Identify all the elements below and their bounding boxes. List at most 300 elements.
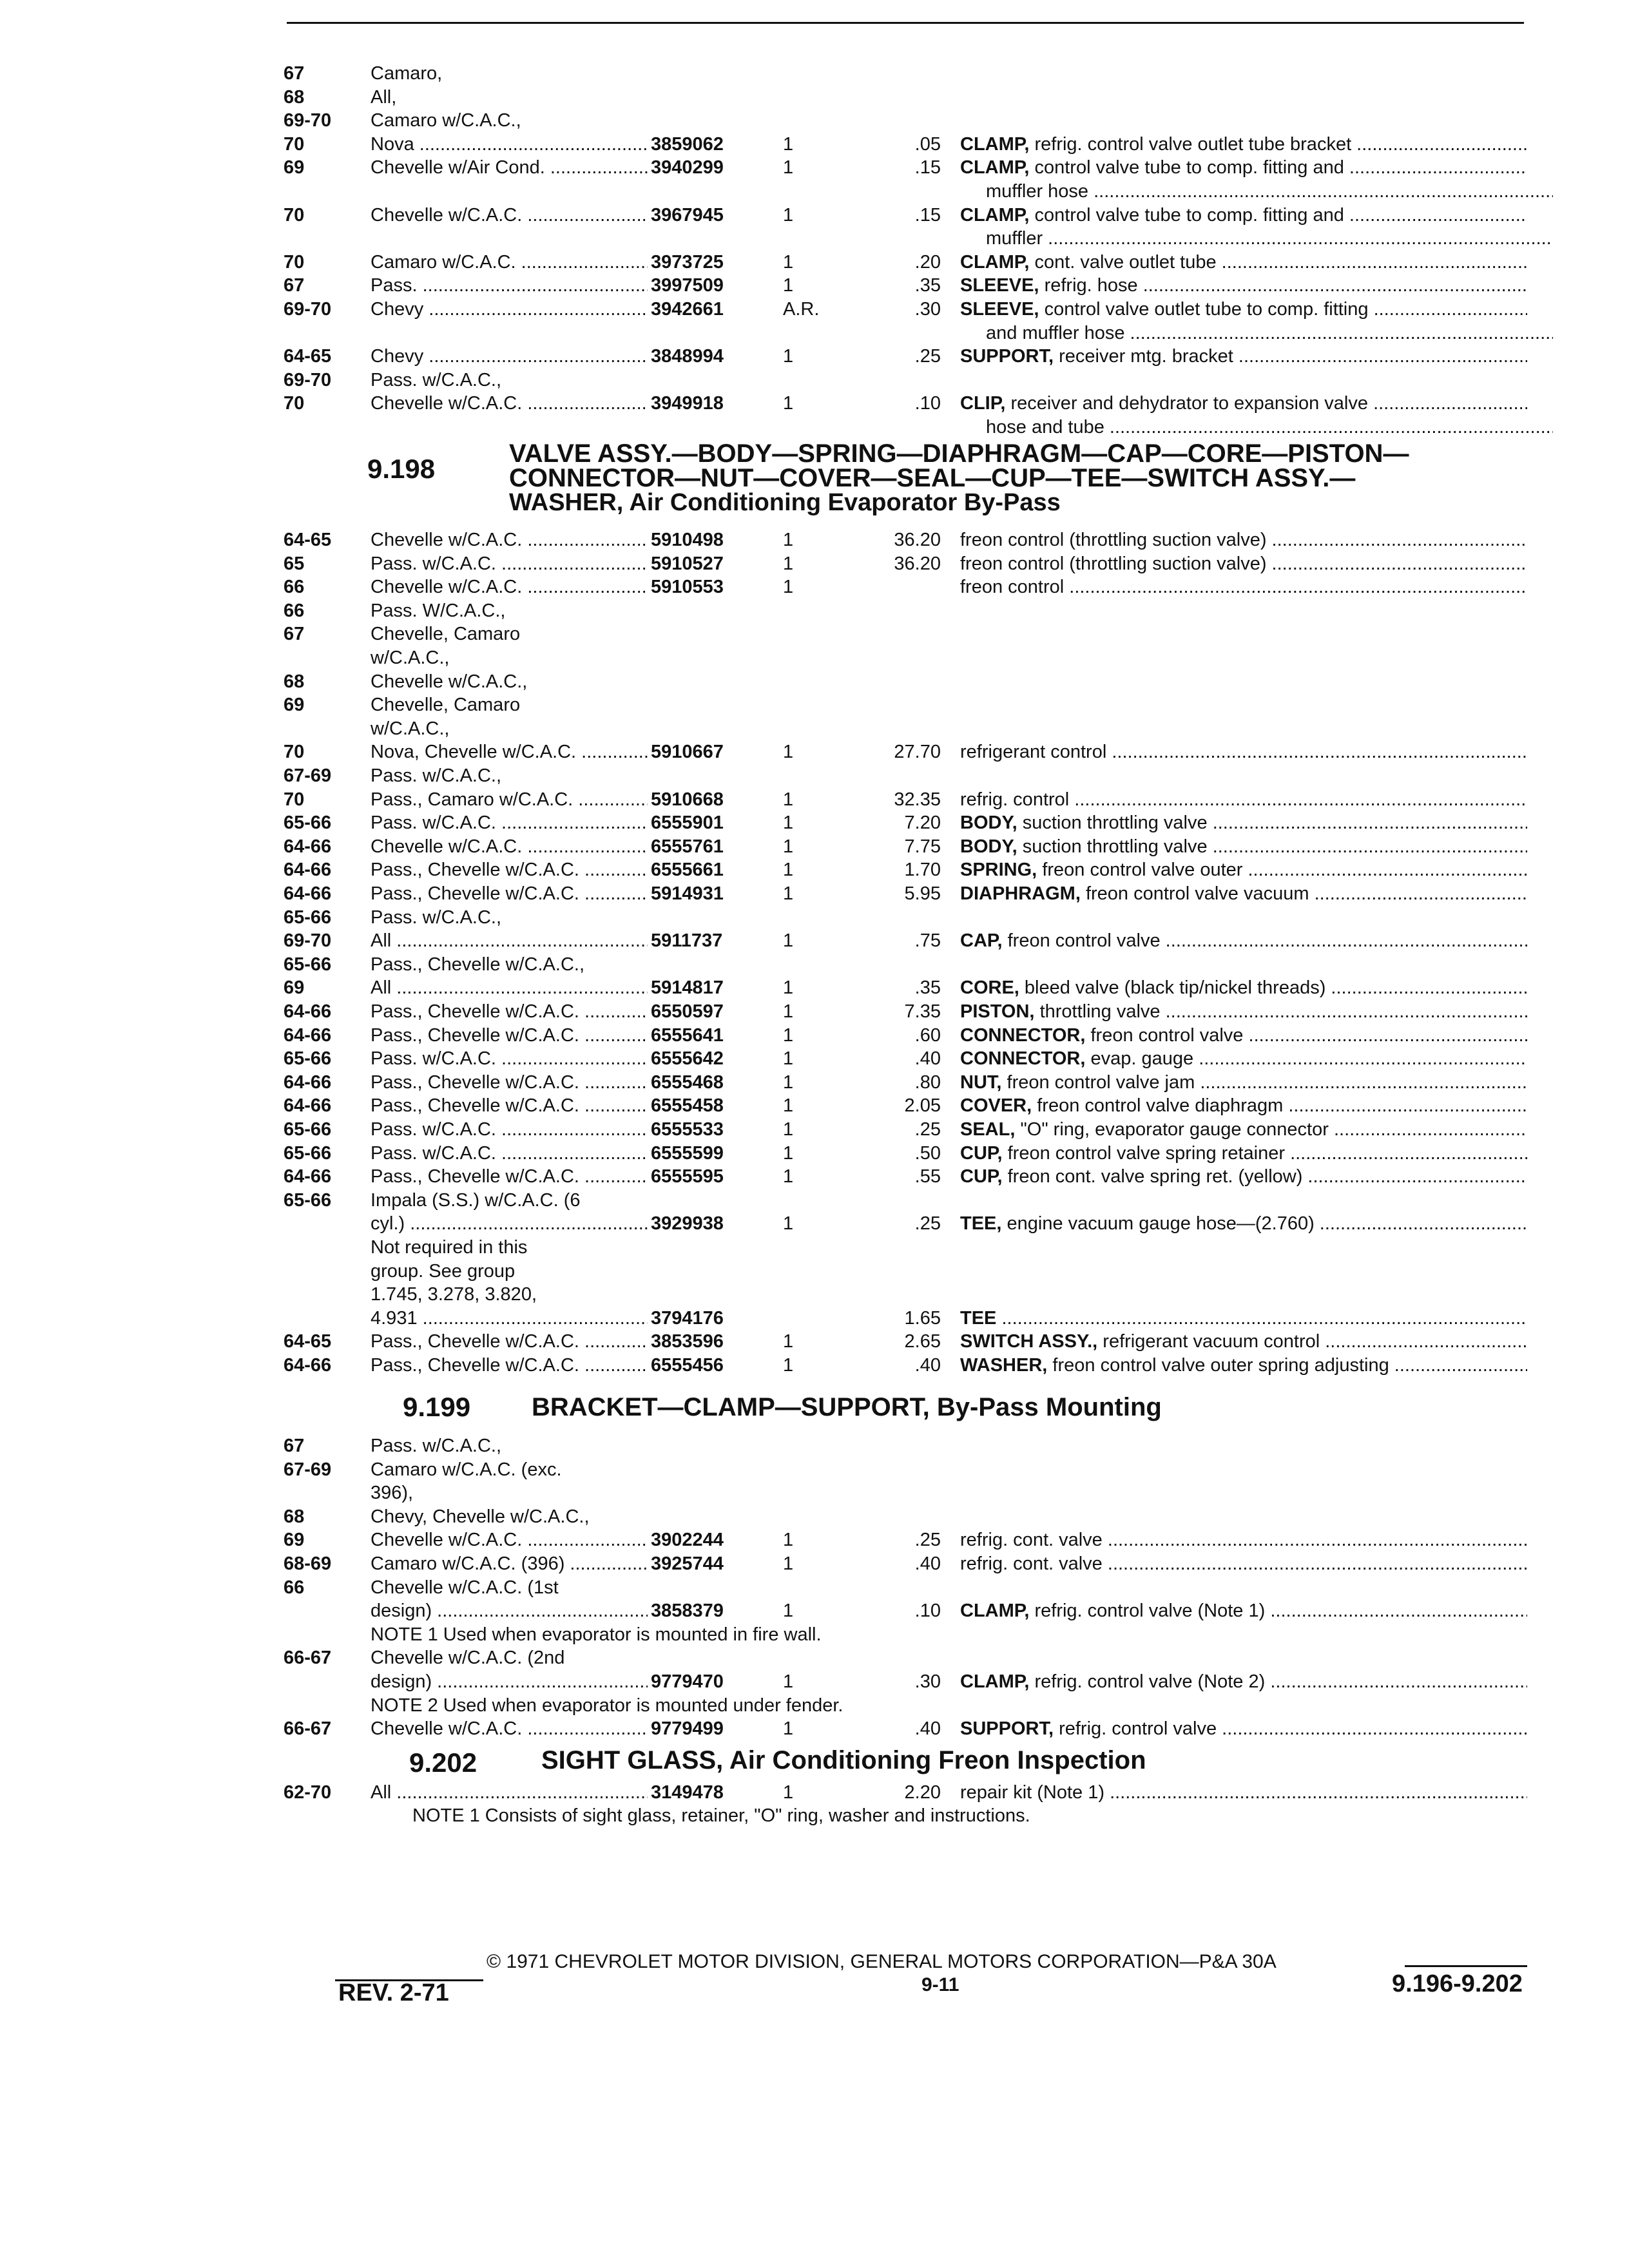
part-row <box>0 1142 1629 1165</box>
price: 32.35 <box>894 789 941 810</box>
model-years: 70 <box>284 134 305 155</box>
price: .30 <box>914 299 941 320</box>
model-years: 65-66 <box>284 907 332 928</box>
quantity: 1 <box>783 930 794 951</box>
application: Chevy ..... <box>371 298 648 321</box>
model-years: 65-66 <box>284 1190 332 1211</box>
part-row <box>0 528 1629 552</box>
part-detail: hose and tube <box>986 417 1104 437</box>
application: Pass., Chevelle w/C.A.C. ..... <box>371 858 648 881</box>
part-row <box>0 1094 1629 1117</box>
part-number: 5910527 <box>651 553 724 574</box>
application: Camaro w/C.A.C. (exc. <box>371 1459 562 1480</box>
part-row <box>0 1670 1629 1693</box>
part-name: SLEEVE, <box>960 299 1039 320</box>
part-description <box>960 1212 1527 1235</box>
quantity: 1 <box>783 1355 794 1376</box>
part-detail: refrig. control <box>960 789 1070 810</box>
part-name: TEE, <box>960 1213 1002 1234</box>
price: .25 <box>914 346 941 367</box>
application: Camaro w/C.A.C., <box>371 110 521 131</box>
part-detail: engine vacuum gauge hose—(2.760) <box>1007 1213 1315 1234</box>
part-detail: "O" ring, evaporator gauge connector <box>1020 1119 1329 1140</box>
part-number: 3997509 <box>651 275 724 296</box>
part-description <box>960 788 1527 811</box>
application: 4.931 ..... <box>371 1307 648 1330</box>
application: Chevy ..... <box>371 345 648 368</box>
part-detail: freon cont. valve spring ret. (yellow) <box>1007 1166 1303 1187</box>
part-detail: refrigerant vacuum control <box>1103 1331 1320 1352</box>
part-description <box>960 1142 1527 1165</box>
model-years: 64-65 <box>284 346 332 367</box>
model-years: 70 <box>284 742 305 762</box>
quantity: 1 <box>783 1530 794 1550</box>
quantity: 1 <box>783 1600 794 1621</box>
quantity: 1 <box>783 977 794 998</box>
application: NOTE 2 Used when evaporator is mounted under fender. <box>371 1695 843 1716</box>
model-years: 64-66 <box>284 1355 332 1376</box>
part-row <box>0 1024 1629 1047</box>
part-number: 3149478 <box>651 1782 724 1803</box>
application: Pass. w/C.A.C., <box>371 370 502 390</box>
model-years: 70 <box>284 393 305 414</box>
part-row <box>0 1165 1629 1188</box>
part-number: 9779499 <box>651 1718 724 1739</box>
application: Pass., Chevelle w/C.A.C. ..... <box>371 882 648 905</box>
part-row <box>0 1623 1629 1646</box>
part-number: 3949918 <box>651 393 724 414</box>
model-years: 64-66 <box>284 1025 332 1046</box>
application: Camaro w/C.A.C. (396) ..... <box>371 1552 648 1575</box>
application: Pass. w/C.A.C. ..... <box>371 552 648 575</box>
part-row <box>0 1212 1629 1235</box>
part-description <box>960 1552 1527 1575</box>
model-years: 66 <box>284 1577 305 1598</box>
part-description <box>960 528 1527 552</box>
model-years: 69 <box>284 695 305 715</box>
price: 36.20 <box>894 530 941 550</box>
price: .25 <box>914 1213 941 1234</box>
application: Pass. w/C.A.C. ..... <box>371 811 648 834</box>
part-number: 6555458 <box>651 1095 724 1116</box>
part-number: 6550597 <box>651 1001 724 1022</box>
part-description <box>960 1165 1527 1188</box>
part-detail: freon control valve outer <box>1042 860 1243 880</box>
part-description <box>960 251 1527 274</box>
quantity: 1 <box>783 1782 794 1803</box>
model-years: 70 <box>284 789 305 810</box>
part-row <box>0 717 1629 740</box>
note-9-202: NOTE 1 Consists of sight glass, retainer, "O" ring, washer and instructions. <box>412 1805 1030 1826</box>
model-years: 66 <box>284 577 305 597</box>
model-years: 68 <box>284 87 305 108</box>
part-description <box>986 227 1553 250</box>
part-row <box>0 1458 1629 1481</box>
quantity: 1 <box>783 1095 794 1116</box>
part-number: 3794176 <box>651 1308 724 1329</box>
application: group. See group <box>371 1261 516 1282</box>
model-years: 70 <box>284 252 305 273</box>
part-row <box>0 646 1629 669</box>
part-name: TEE <box>960 1308 997 1329</box>
price: .80 <box>914 1072 941 1093</box>
part-row <box>0 86 1629 109</box>
part-row <box>0 1047 1629 1070</box>
section-number-9-202: 9.202 <box>409 1747 477 1778</box>
part-description <box>986 322 1553 345</box>
part-detail: repair kit (Note 1) <box>960 1782 1105 1803</box>
part-detail: refrig. cont. valve <box>960 1553 1103 1574</box>
part-row <box>0 1118 1629 1141</box>
application: Pass., Camaro w/C.A.C. ..... <box>371 788 648 811</box>
model-years: 69 <box>284 1530 305 1550</box>
quantity: 1 <box>783 157 794 178</box>
part-number: 3942661 <box>651 299 724 320</box>
part-name: PISTON, <box>960 1001 1035 1022</box>
part-row <box>0 1354 1629 1377</box>
model-years: 70 <box>284 205 305 226</box>
part-row <box>0 392 1629 415</box>
part-detail: freon control (throttling suction valve) <box>960 530 1267 550</box>
part-description <box>960 740 1527 764</box>
price: .10 <box>914 393 941 414</box>
part-row <box>0 1307 1629 1330</box>
model-years: 67 <box>284 275 305 296</box>
application: Pass., Chevelle w/C.A.C., <box>371 954 584 975</box>
part-name: BODY, <box>960 812 1017 833</box>
price: .25 <box>914 1530 941 1550</box>
quantity: 1 <box>783 1166 794 1187</box>
quantity: 1 <box>783 1072 794 1093</box>
part-row <box>0 906 1629 929</box>
price: .30 <box>914 1671 941 1692</box>
part-row <box>0 1528 1629 1552</box>
part-row <box>0 788 1629 811</box>
quantity: 1 <box>783 205 794 226</box>
price: .25 <box>914 1119 941 1140</box>
part-detail: receiver and dehydrator to expansion valve <box>1010 393 1369 414</box>
application: Camaro, <box>371 63 443 84</box>
application: 396), <box>371 1483 414 1503</box>
price: .05 <box>914 134 941 155</box>
part-description <box>960 156 1527 179</box>
part-detail: freon control valve vacuum <box>1085 883 1309 904</box>
price: .35 <box>914 977 941 998</box>
part-number: 3859062 <box>651 134 724 155</box>
part-number: 6555599 <box>651 1143 724 1164</box>
application: Chevelle w/C.A.C. (2nd <box>371 1648 565 1668</box>
price: 27.70 <box>894 742 941 762</box>
part-description <box>960 552 1527 575</box>
part-description <box>960 274 1527 297</box>
part-description <box>960 1330 1527 1353</box>
model-years: 68-69 <box>284 1553 332 1574</box>
part-row <box>0 858 1629 881</box>
part-name: DIAPHRAGM, <box>960 883 1081 904</box>
model-years: 66-67 <box>284 1718 332 1739</box>
part-name: CLAMP, <box>960 252 1030 273</box>
price: .55 <box>914 1166 941 1187</box>
application: Chevelle w/C.A.C., <box>371 671 528 692</box>
model-years: 69-70 <box>284 930 332 951</box>
model-years: 64-65 <box>284 1331 332 1352</box>
part-name: CLAMP, <box>960 1671 1030 1692</box>
price: .15 <box>914 157 941 178</box>
quantity: 1 <box>783 1671 794 1692</box>
section-number-9-198: 9.198 <box>367 454 436 484</box>
application: Pass. w/C.A.C. ..... <box>371 1142 648 1165</box>
part-row <box>0 109 1629 132</box>
part-description <box>960 345 1527 368</box>
model-years: 67-69 <box>284 1459 332 1480</box>
model-years: 67-69 <box>284 765 332 786</box>
quantity: 1 <box>783 1213 794 1234</box>
application: Chevelle w/C.A.C. ..... <box>371 835 648 858</box>
part-name: SPRING, <box>960 860 1037 880</box>
part-description <box>960 858 1527 881</box>
price: 1.65 <box>904 1308 941 1329</box>
footer-rule-right <box>1405 1965 1527 1967</box>
part-number: 3858379 <box>651 1600 724 1621</box>
part-name: SEAL, <box>960 1119 1016 1140</box>
part-name: CLAMP, <box>960 134 1030 155</box>
application: All ..... <box>371 929 648 952</box>
model-years: 64-66 <box>284 860 332 880</box>
part-detail: freon control valve diaphragm <box>1037 1095 1284 1116</box>
part-description <box>960 1717 1527 1740</box>
part-description <box>960 1781 1527 1804</box>
part-row <box>0 1505 1629 1528</box>
quantity: 1 <box>783 1048 794 1069</box>
part-detail: bleed valve (black tip/nickel threads) <box>1024 977 1326 998</box>
part-number: 3925744 <box>651 1553 724 1574</box>
part-number: 6555533 <box>651 1119 724 1140</box>
part-name: CLIP, <box>960 393 1006 414</box>
part-row <box>0 1481 1629 1504</box>
part-detail: refrig. cont. valve <box>960 1530 1103 1550</box>
part-description <box>960 1354 1527 1377</box>
part-row <box>0 622 1629 646</box>
part-number: 3967945 <box>651 205 724 226</box>
price: 36.20 <box>894 553 941 574</box>
part-row <box>0 670 1629 693</box>
application: Pass. w/C.A.C., <box>371 765 502 786</box>
quantity: 1 <box>783 553 794 574</box>
model-years: 66-67 <box>284 1648 332 1668</box>
part-detail: and muffler hose <box>986 323 1125 343</box>
application: Pass. w/C.A.C. ..... <box>371 1118 648 1141</box>
price: 7.75 <box>904 836 941 857</box>
part-description <box>960 1000 1527 1023</box>
price: .10 <box>914 1600 941 1621</box>
part-number: 6555641 <box>651 1025 724 1046</box>
quantity: 1 <box>783 742 794 762</box>
part-number: 5911737 <box>651 930 723 951</box>
part-name: SWITCH ASSY., <box>960 1331 1098 1352</box>
price: .40 <box>914 1718 941 1739</box>
part-number: 9779470 <box>651 1671 724 1692</box>
quantity: 1 <box>783 577 794 597</box>
part-name: CAP, <box>960 930 1003 951</box>
part-row <box>0 1576 1629 1599</box>
part-row <box>0 298 1629 321</box>
top-rule <box>287 22 1524 24</box>
part-row <box>0 552 1629 575</box>
part-detail: refrig. control valve <box>1059 1718 1217 1739</box>
part-row <box>0 274 1629 297</box>
model-years: 65-66 <box>284 1143 332 1164</box>
price: .75 <box>914 930 941 951</box>
part-row <box>0 1330 1629 1353</box>
quantity: 1 <box>783 860 794 880</box>
part-row <box>0 1283 1629 1306</box>
part-number: 6555642 <box>651 1048 724 1069</box>
part-description <box>960 575 1527 599</box>
application: Chevelle w/C.A.C. (1st <box>371 1577 559 1598</box>
part-detail: muffler <box>986 228 1043 249</box>
application: Chevelle w/C.A.C. ..... <box>371 1717 648 1740</box>
quantity: 1 <box>783 530 794 550</box>
part-number: 3973725 <box>651 252 724 273</box>
part-number: 3853596 <box>651 1331 724 1352</box>
part-detail: receiver mtg. bracket <box>1059 346 1233 367</box>
part-name: CLAMP, <box>960 157 1030 178</box>
part-detail: muffler hose <box>986 181 1089 202</box>
model-years: 62-70 <box>284 1782 332 1803</box>
part-name: CORE, <box>960 977 1019 998</box>
footer-copyright: © 1971 CHEVROLET MOTOR DIVISION, GENERAL MOTORS CORPORATION—P&A 30A <box>487 1951 1277 1972</box>
part-description <box>960 1670 1527 1693</box>
part-name: SLEEVE, <box>960 275 1039 296</box>
section-number-9-199: 9.199 <box>403 1392 471 1422</box>
application: All, <box>371 87 397 108</box>
model-years: 67 <box>284 1436 305 1456</box>
part-number: 5910553 <box>651 577 724 597</box>
model-years: 69-70 <box>284 299 332 320</box>
application: Chevelle w/Air Cond. ..... <box>371 156 648 179</box>
part-description <box>960 1047 1527 1070</box>
quantity: 1 <box>783 1143 794 1164</box>
model-years: 65-66 <box>284 954 332 975</box>
part-number: 5910667 <box>651 742 724 762</box>
part-row <box>0 764 1629 787</box>
part-row <box>0 1071 1629 1094</box>
part-row <box>0 1434 1629 1457</box>
model-years: 64-66 <box>284 1166 332 1187</box>
part-number: 6555595 <box>651 1166 724 1187</box>
application: Pass., Chevelle w/C.A.C. ..... <box>371 1024 648 1047</box>
application: Pass. w/C.A.C., <box>371 907 502 928</box>
model-years: 64-66 <box>284 1001 332 1022</box>
part-description <box>960 1528 1527 1552</box>
part-row <box>0 599 1629 622</box>
application: All ..... <box>371 1781 648 1804</box>
part-row <box>0 953 1629 976</box>
application: Pass. W/C.A.C., <box>371 601 506 621</box>
quantity: 1 <box>783 789 794 810</box>
application: All ..... <box>371 976 648 999</box>
part-name: CUP, <box>960 1166 1003 1187</box>
part-row <box>0 322 1629 345</box>
part-number: 6555456 <box>651 1355 724 1376</box>
part-row <box>0 929 1629 952</box>
quantity: 1 <box>783 836 794 857</box>
part-description <box>960 204 1527 227</box>
part-name: WASHER, <box>960 1355 1048 1376</box>
model-years: 68 <box>284 1506 305 1527</box>
part-number: 5914817 <box>651 977 724 998</box>
part-row <box>0 693 1629 716</box>
application: Chevelle w/C.A.C. ..... <box>371 204 648 227</box>
part-name: CONNECTOR, <box>960 1048 1086 1069</box>
part-detail: freon control valve <box>1007 930 1161 951</box>
part-description <box>960 1094 1527 1117</box>
part-row <box>0 1000 1629 1023</box>
part-row <box>0 62 1629 85</box>
part-row <box>0 882 1629 905</box>
part-row <box>0 976 1629 999</box>
application: Chevelle w/C.A.C. ..... <box>371 528 648 552</box>
application: Pass. ..... <box>371 274 648 297</box>
part-number: 3902244 <box>651 1530 724 1550</box>
part-row <box>0 835 1629 858</box>
part-detail: freon control valve outer spring adjusting <box>1052 1355 1389 1376</box>
model-years: 66 <box>284 601 305 621</box>
quantity: 1 <box>783 1718 794 1739</box>
part-detail: suction throttling valve <box>1022 836 1208 857</box>
model-years: 64-66 <box>284 836 332 857</box>
part-detail: freon control <box>960 577 1065 597</box>
application: Pass., Chevelle w/C.A.C. ..... <box>371 1354 648 1377</box>
section-title-9-202: SIGHT GLASS, Air Conditioning Freon Inspection <box>541 1746 1146 1774</box>
price: .40 <box>914 1048 941 1069</box>
part-number: 5910668 <box>651 789 724 810</box>
application: Chevy, Chevelle w/C.A.C., <box>371 1506 590 1527</box>
application: cyl.) ..... <box>371 1212 648 1235</box>
quantity: 1 <box>783 393 794 414</box>
footer-section-range: 9.196-9.202 <box>1392 1970 1523 1997</box>
part-row <box>0 1694 1629 1717</box>
application: design) ..... <box>371 1670 648 1693</box>
model-years: 64-66 <box>284 1072 332 1093</box>
section-title-9-199: BRACKET—CLAMP—SUPPORT, By-Pass Mounting <box>532 1393 1162 1421</box>
model-years: 69-70 <box>284 110 332 131</box>
part-row <box>0 1781 1629 1804</box>
part-row <box>0 416 1629 439</box>
part-description <box>960 835 1527 858</box>
model-years: 64-66 <box>284 1095 332 1116</box>
part-detail: control valve tube to comp. fitting and <box>1034 157 1344 178</box>
application: Not required in this <box>371 1237 528 1258</box>
model-years: 65-66 <box>284 812 332 833</box>
part-name: SUPPORT, <box>960 1718 1054 1739</box>
part-number: 3940299 <box>651 157 724 178</box>
model-years: 67 <box>284 63 305 84</box>
part-row <box>0 1646 1629 1669</box>
part-row <box>0 1717 1629 1740</box>
part-description <box>960 811 1527 834</box>
quantity: 1 <box>783 275 794 296</box>
part-name: CONNECTOR, <box>960 1025 1086 1046</box>
price: 5.95 <box>904 883 941 904</box>
part-row <box>0 180 1629 203</box>
quantity: 1 <box>783 1025 794 1046</box>
part-detail: cont. valve outlet tube <box>1034 252 1217 273</box>
part-name: COVER, <box>960 1095 1032 1116</box>
quantity: A.R. <box>783 299 820 320</box>
footer-revision: REV. 2-71 <box>338 1979 449 2006</box>
part-name: CUP, <box>960 1143 1003 1164</box>
